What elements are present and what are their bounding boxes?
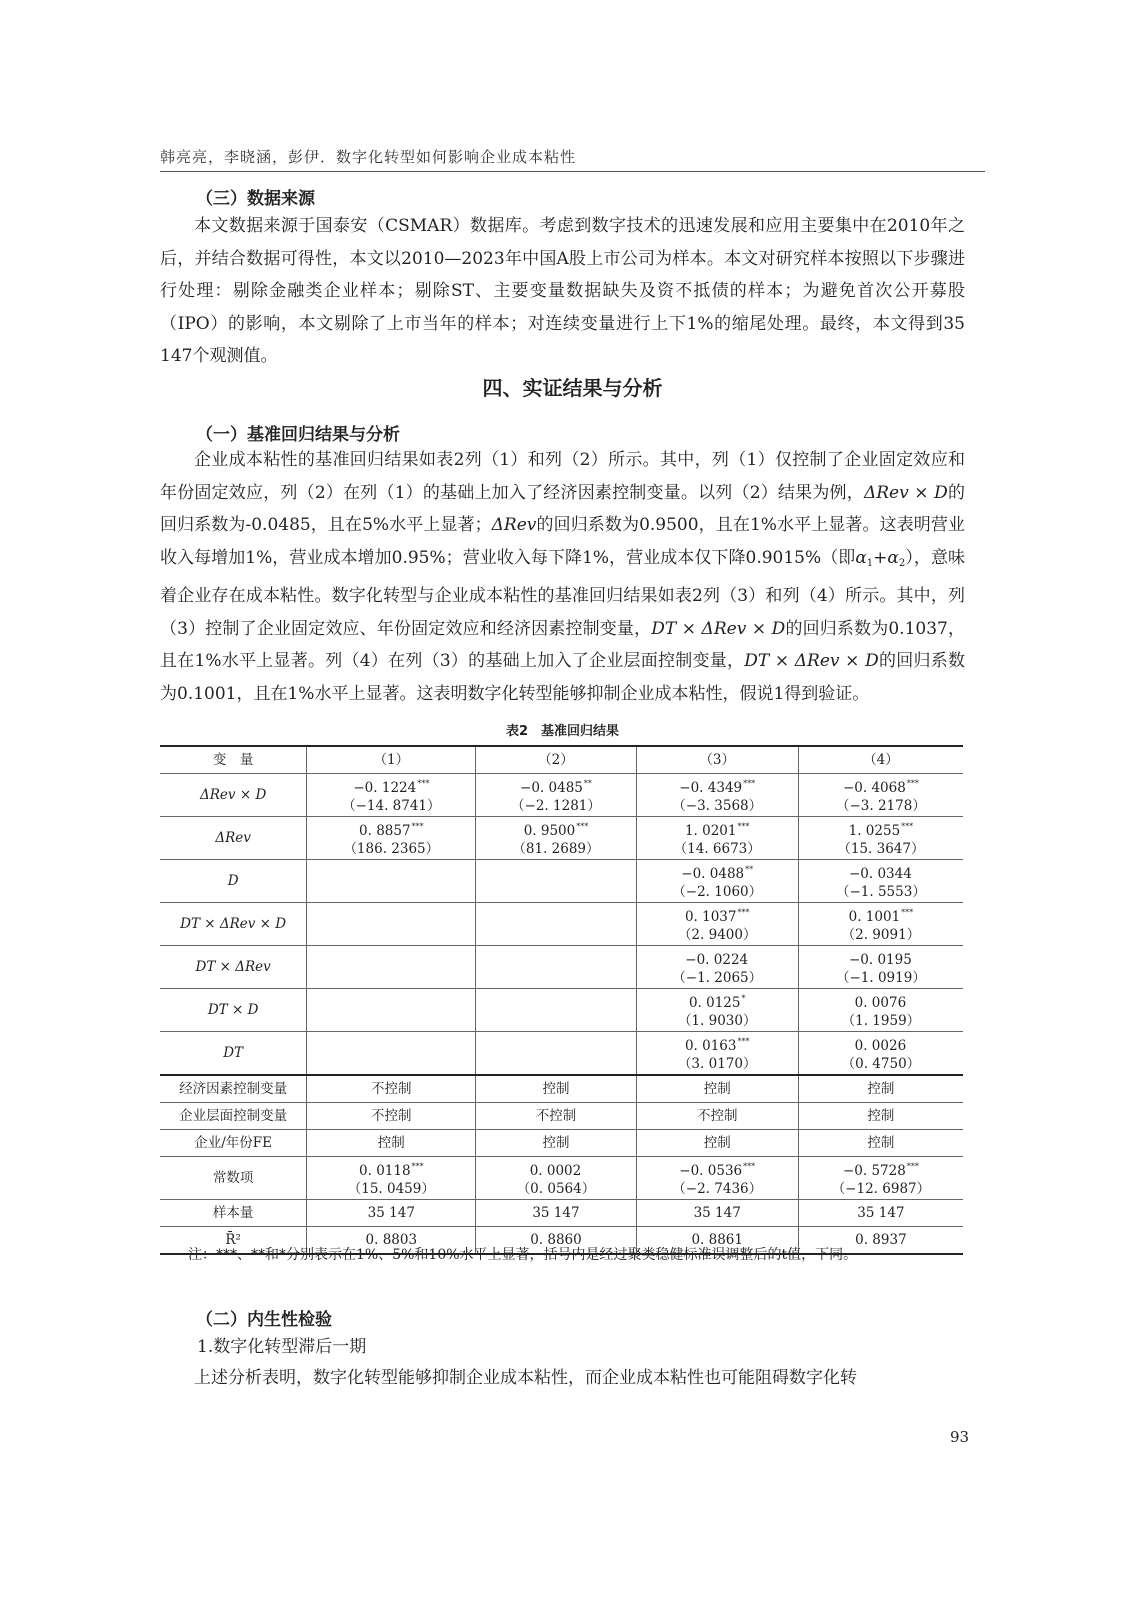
coef-cell (307, 774, 476, 817)
variable-name: ΔRev × D (160, 774, 307, 817)
subscript: 1 (866, 557, 874, 569)
math-var: DT × ΔRev × D (744, 651, 879, 671)
subscript: 2 (898, 557, 906, 569)
coef-cell (798, 989, 963, 1032)
coef-cell (636, 1032, 798, 1076)
t-statistic: （1. 1959） (841, 1013, 921, 1029)
math-alpha: α (887, 547, 899, 568)
coef-cell (798, 946, 963, 989)
coefficient: −0. 0224 (685, 952, 749, 968)
coef-cell (636, 989, 798, 1032)
variable-name: DT × D (160, 989, 307, 1032)
t-statistic: （−2. 7436） (672, 1181, 763, 1197)
row-value: 0. 8860 (476, 1227, 636, 1255)
page-number: 93 (950, 1428, 970, 1446)
body-text: ），意味着企业存在成本粘性。数字化转型与企业成本粘性的基准回归结果如表2列（3）和列（4）所示。其中，列（3）控制了企业固定效应、年份固定效应和经济因素控制变量， (160, 547, 965, 639)
math-var: DT × ΔRev × D (651, 618, 786, 639)
body-text: 的回归系数为0.9500，且在1%水平上显著。这表明营业收入每增加1%，营业成本增加0.95%；营业收入每下降1%，营业成本仅下降0.9015%（即 (160, 515, 965, 568)
coef-cell (307, 1157, 476, 1200)
body-text: 的回归系数为0.1037，且在1%水平上显著。列（4）在列（3）的基础上加入了企业层面控制变量， (160, 618, 965, 671)
coefficient: −0. 4349 (679, 780, 743, 796)
coef-cell (307, 860, 476, 903)
t-statistic: （2. 9091） (841, 927, 921, 943)
control-value: 不控制 (307, 1075, 476, 1103)
header-col-1: （1） (307, 746, 476, 774)
coef-cell (307, 1032, 476, 1076)
header-col-2: （2） (476, 746, 636, 774)
running-head: 韩亮亮，李晓涵，彭伊．数字化转型如何影响企业成本粘性 (160, 148, 577, 166)
table-row (160, 1032, 963, 1076)
variable-name: D (160, 860, 307, 903)
t-statistic: （3. 0170） (677, 1056, 757, 1072)
control-row (160, 1130, 963, 1157)
t-statistic: （−1. 5553） (835, 884, 926, 900)
significance-stars: *** (901, 908, 914, 917)
coef-cell (307, 817, 476, 860)
variable-name: DT (160, 1032, 307, 1076)
coefficient: 1. 0255 (848, 823, 901, 839)
coef-cell (476, 817, 636, 860)
table-row (160, 860, 963, 903)
significance-stars: *** (901, 822, 914, 831)
table-row (160, 817, 963, 860)
t-statistic: （1. 9030） (677, 1013, 757, 1029)
significance-stars: *** (906, 779, 919, 788)
significance-stars: *** (743, 1162, 756, 1171)
t-statistic: （14. 6673） (673, 841, 761, 857)
significance-stars: *** (743, 779, 756, 788)
significance-stars: *** (576, 822, 589, 831)
coef-cell (798, 860, 963, 903)
section-3-heading: （三）数据来源 (196, 189, 315, 209)
coefficient: 0. 0026 (854, 1038, 907, 1054)
coefficient: 0. 9500 (523, 823, 576, 839)
constant-label: 常数项 (160, 1157, 307, 1200)
t-statistic: （−1. 0919） (835, 970, 926, 986)
coef-cell (798, 1032, 963, 1076)
coef-cell (307, 903, 476, 946)
significance-stars: *** (411, 822, 424, 831)
row-value: 0. 8937 (798, 1227, 963, 1255)
body-text: 企业成本粘性的基准回归结果如表2列（1）和列（2）所示。其中，列（1）仅控制了企业固定效应和年份固定效应，列（2）在列（1）的基础上加入了经济因素控制变量。以列（2）结果为例， (160, 450, 965, 503)
coef-cell (636, 817, 798, 860)
coefficient: −0. 0485 (520, 780, 583, 796)
coef-cell (636, 903, 798, 946)
table-row (160, 903, 963, 946)
coefficient: 0. 0118 (359, 1163, 411, 1179)
control-row (160, 1103, 963, 1130)
coef-cell (798, 774, 963, 817)
coefficient: 1. 0201 (684, 823, 737, 839)
coefficient: −0. 5728 (842, 1163, 906, 1179)
coefficient: −0. 0195 (848, 952, 912, 968)
header-col-4: （4） (798, 746, 963, 774)
t-statistic: （−3. 3568） (672, 798, 763, 814)
significance-stars: ** (583, 779, 592, 788)
math-plus: + (873, 547, 888, 568)
body-text: 的回归系数为0.1001，且在1%水平上显著。这表明数字化转型能够抑制企业成本粘性，假说1得到验证。 (160, 651, 965, 704)
coefficient-rows (160, 774, 963, 1076)
subsection-1-heading: 1.数字化转型滞后一期 (197, 1337, 367, 1357)
coef-cell (476, 903, 636, 946)
row-value: 0. 8861 (636, 1227, 798, 1255)
t-statistic: （−3. 2178） (835, 798, 926, 814)
coefficient: 0. 0002 (529, 1163, 582, 1179)
variable-name: DT × ΔRev × D (160, 903, 307, 946)
control-value: 控制 (798, 1130, 963, 1157)
coef-cell (476, 774, 636, 817)
coef-cell (476, 1032, 636, 1076)
row-value: 35 147 (476, 1200, 636, 1227)
significance-stars: ** (745, 865, 754, 874)
control-label: 企业层面控制变量 (160, 1103, 307, 1130)
section-4-1-heading: （一）基准回归结果与分析 (196, 425, 400, 445)
t-statistic: （15. 0459） (347, 1181, 435, 1197)
significance-stars: *** (411, 1162, 424, 1171)
coef-cell (636, 946, 798, 989)
coef-cell (798, 817, 963, 860)
coefficient: 0. 1037 (684, 909, 737, 925)
variable-name: DT × ΔRev (160, 946, 307, 989)
header-variable: 变 量 (160, 746, 307, 774)
section-4-1-body (160, 444, 965, 710)
control-value: 控制 (798, 1075, 963, 1103)
significance-stars: * (741, 994, 746, 1003)
t-statistic: （15. 3647） (837, 841, 925, 857)
control-value: 不控制 (636, 1103, 798, 1130)
coef-cell (636, 1157, 798, 1200)
coef-cell (476, 989, 636, 1032)
math-var: ΔRev (491, 515, 537, 535)
coefficient: 0. 0125 (688, 995, 741, 1011)
t-statistic: （2. 9400） (677, 927, 757, 943)
control-value: 不控制 (476, 1103, 636, 1130)
t-statistic: （186. 2365） (343, 841, 440, 857)
variable-name: ΔRev (160, 817, 307, 860)
math-var: ΔRev × D (863, 482, 948, 503)
regression-table (160, 745, 963, 1255)
row-value: 35 147 (307, 1200, 476, 1227)
coef-cell (636, 774, 798, 817)
coef-cell (798, 903, 963, 946)
control-value: 控制 (476, 1130, 636, 1157)
control-value: 控制 (307, 1130, 476, 1157)
section-3-body: 本文数据来源于国泰安（CSMAR）数据库。考虑到数字技术的迅速发展和应用主要集中在2010年之后，并结合数据可得性，本文以2010—2023年中国A股上市公司为样本。本文对研究样本按照以下步骤进行处理：剔除金融类企业样本；剔除ST、主要变量数据缺失及资不抵债的样本；为避免首次公开募股（IPO）的影响，本文剔除了上市当年的样本；对连续变量进行上下1%的缩尾处理。最终，本文得到35 147个观测值。 (160, 216, 965, 366)
coef-cell (476, 860, 636, 903)
control-value: 控制 (636, 1075, 798, 1103)
coefficient: −0. 0488 (681, 866, 745, 882)
control-value: 控制 (798, 1103, 963, 1130)
row-label: 样本量 (160, 1200, 307, 1227)
coef-cell (798, 1157, 963, 1200)
row-value: 0. 8803 (307, 1227, 476, 1255)
coefficient: −0. 4068 (842, 780, 906, 796)
significance-stars: *** (417, 779, 430, 788)
t-statistic: （81. 2689） (512, 841, 600, 857)
control-value: 控制 (476, 1075, 636, 1103)
significance-stars: *** (737, 1037, 750, 1046)
t-statistic: （−2. 1060） (672, 884, 763, 900)
coefficient: 0. 0076 (854, 995, 907, 1011)
table-caption: 表2 基准回归结果 (505, 724, 620, 739)
control-value: 不控制 (307, 1103, 476, 1130)
row-label: R̄² (160, 1227, 307, 1255)
running-head-rule (160, 171, 985, 172)
math-alpha: α (855, 547, 867, 568)
subsection-1-body: 上述分析表明，数字化转型能够抑制企业成本粘性，而企业成本粘性也可能阻碍数字化转 (194, 1368, 857, 1388)
coef-cell (476, 946, 636, 989)
coef-cell (307, 989, 476, 1032)
t-statistic: （0. 0564） (516, 1181, 596, 1197)
coef-cell (636, 860, 798, 903)
header-col-3: （3） (636, 746, 798, 774)
coefficient: 0. 0163 (684, 1038, 737, 1054)
significance-stars: *** (906, 1162, 919, 1171)
coefficient: −0. 0344 (848, 866, 912, 882)
control-label: 经济因素控制变量 (160, 1075, 307, 1103)
coefficient: 0. 8857 (359, 823, 411, 839)
table-row (160, 989, 963, 1032)
t-statistic: （−1. 2065） (672, 970, 763, 986)
chapter-heading: 四、实证结果与分析 (482, 376, 663, 400)
control-label: 企业/年份FE (160, 1130, 307, 1157)
t-statistic: （−14. 8741） (342, 798, 441, 814)
coefficient: 0. 1001 (848, 909, 901, 925)
coefficient: −0. 1224 (353, 780, 417, 796)
table-note: 注：***、**和*分别表示在1%、5%和10%水平上显著，括号内是经过聚类稳健标准误调整后的t值，下同。 (188, 1247, 858, 1263)
significance-stars: *** (737, 822, 750, 831)
body-text: 的回归系数为-0.0485，且在5%水平上显著； (160, 482, 965, 535)
table-header-row (160, 746, 963, 774)
t-statistic: （−12. 6987） (831, 1181, 931, 1197)
table-row (160, 774, 963, 817)
row-value: 35 147 (636, 1200, 798, 1227)
sample-size-row (160, 1200, 963, 1227)
significance-stars: *** (737, 908, 750, 917)
table-row (160, 946, 963, 989)
control-rows (160, 1075, 963, 1254)
coefficient: −0. 0536 (679, 1163, 743, 1179)
coef-cell (307, 946, 476, 989)
row-value: 35 147 (798, 1200, 963, 1227)
coef-cell (476, 1157, 636, 1200)
t-statistic: （−2. 1281） (511, 798, 601, 814)
section-4-2-heading: （二）内生性检验 (196, 1310, 332, 1330)
t-statistic: （0. 4750） (841, 1056, 921, 1072)
control-row (160, 1075, 963, 1103)
control-value: 控制 (636, 1130, 798, 1157)
constant-row (160, 1157, 963, 1200)
